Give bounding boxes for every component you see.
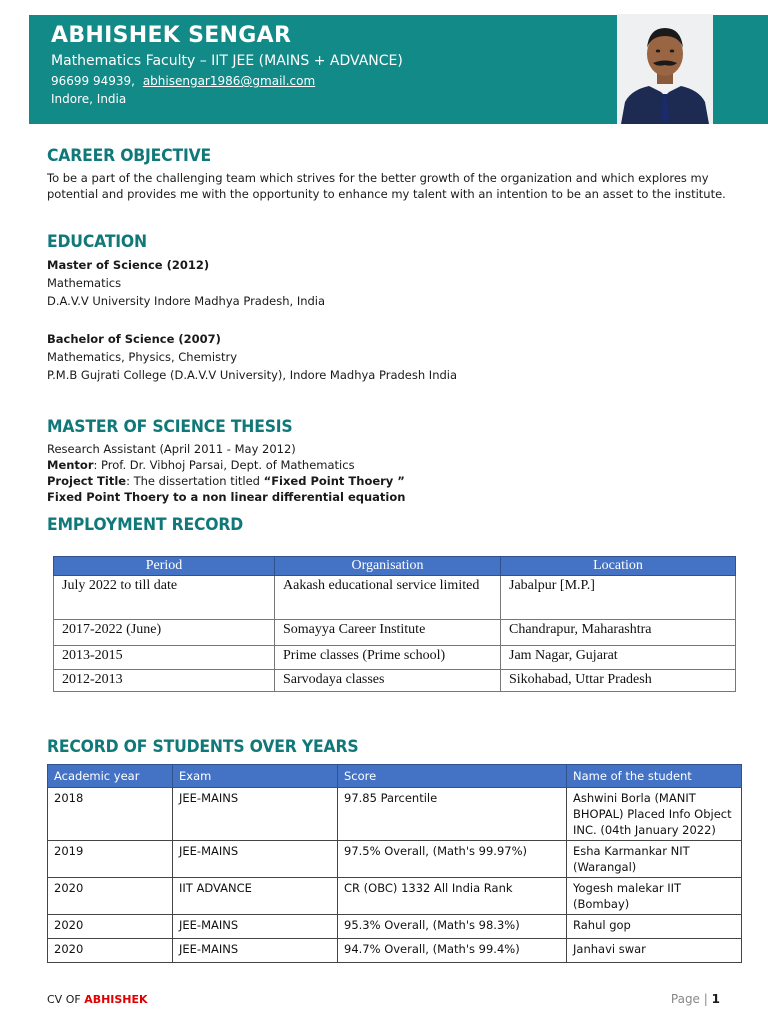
student-cell: Esha Karmankar NIT (Warangal) [567,841,742,878]
score-cell: 97.85 Parcentile [338,788,567,841]
page-label: Page | [670,992,708,1006]
location-cell: Jabalpur [M.P.] [501,576,736,620]
col-exam: Exam [173,765,338,788]
organisation-cell: Somayya Career Institute [275,620,501,646]
thesis-line-4: Fixed Point Thoery to a non linear differential equation [47,490,406,504]
table-row [54,576,736,620]
students-table [47,764,742,963]
table-row [48,788,742,841]
career-objective-heading: CAREER OBJECTIVE [47,146,212,166]
year-cell: 2018 [48,788,173,841]
col-location: Location [501,557,736,576]
year-cell: 2020 [48,878,173,915]
employment-header-row [54,557,736,576]
msc-title: Master of Science (2012) [47,258,210,272]
thesis-heading: MASTER OF SCIENCE THESIS [47,417,293,437]
page-number: 1 [711,992,720,1006]
career-line-2: potential and provides me with the opportunity to enhance my talent with an intention to be an asset to the institute. [47,187,726,201]
col-academic-year: Academic year [48,765,173,788]
year-cell: 2019 [48,841,173,878]
year-cell: 2020 [48,939,173,963]
exam-cell: JEE-MAINS [173,788,338,841]
footer-cv-label [47,993,148,1006]
location-cell: Sikohabad, Uttar Pradesh [501,670,736,692]
table-row [48,939,742,963]
msc-university: D.A.V.V University Indore Madhya Pradesh, India [47,294,326,308]
table-row [54,646,736,670]
period-cell: July 2022 to till date [54,576,275,620]
col-period: Period [54,557,275,576]
email-link[interactable]: abhisengar1986@gmail.com [142,74,316,88]
table-row [48,841,742,878]
organisation-cell: Prime classes (Prime school) [275,646,501,670]
thesis-role: Research Assistant (April 2011 - May 2012) [47,442,296,456]
candidate-name: ABHISHEK SENGAR [51,23,292,48]
education-bsc [47,330,457,384]
exam-cell: JEE-MAINS [173,841,338,878]
thesis-details [47,441,405,505]
mentor-label: Mentor [47,458,94,472]
table-row [54,670,736,692]
students-heading: RECORD OF STUDENTS OVER YEARS [47,737,359,757]
project-value: : The dissertation titled [126,474,264,488]
location-cell: Jam Nagar, Gujarat [501,646,736,670]
organisation-cell: Sarvodaya classes [275,670,501,692]
career-objective-text [47,170,726,202]
period-cell: 2012-2013 [54,670,275,692]
col-score: Score [338,765,567,788]
score-cell: 94.7% Overall, (Math's 99.4%) [338,939,567,963]
table-row [48,915,742,939]
thesis-mentor [47,457,405,473]
period-cell: 2013-2015 [54,646,275,670]
bsc-subject: Mathematics, Physics, Chemistry [47,350,238,364]
student-cell: Yogesh malekar IIT (Bombay) [567,878,742,915]
period-cell: 2017-2022 (June) [54,620,275,646]
footer-name: ABHISHEK [84,993,148,1006]
project-label: Project Title [47,474,127,488]
candidate-title: Mathematics Faculty – IIT JEE (MAINS + ADVANCE) [51,53,403,69]
year-cell: 2020 [48,915,173,939]
thesis-project [47,473,405,489]
career-line-1: To be a part of the challenging team which strives for the better growth of the organization and which explores my [47,171,709,185]
table-row [48,878,742,915]
score-cell: 95.3% Overall, (Math's 98.3%) [338,915,567,939]
students-header-row [48,765,742,788]
student-cell: Ashwini Borla (MANIT BHOPAL) Placed Info Object INC. (04th January 2022) [567,788,742,841]
table-row [54,620,736,646]
employment-table [53,556,736,692]
organisation-cell: Aakash educational service limited [275,576,501,620]
bsc-university: P.M.B Gujrati College (D.A.V.V University), Indore Madhya Pradesh India [47,368,458,382]
person-photo-icon [617,14,713,124]
contact-line [51,74,315,88]
exam-cell: IIT ADVANCE [173,878,338,915]
student-cell: Rahul gop [567,915,742,939]
bsc-title: Bachelor of Science (2007) [47,332,221,346]
education-msc [47,256,325,310]
education-heading: EDUCATION [47,232,147,252]
exam-cell: JEE-MAINS [173,939,338,963]
footer-page-number [671,992,720,1006]
footer-prefix: CV OF [47,993,81,1006]
employment-heading: EMPLOYMENT RECORD [47,515,244,535]
mentor-value: : Prof. Dr. Vibhoj Parsai, Dept. of Mathematics [93,458,355,472]
student-cell: Janhavi swar [567,939,742,963]
score-cell: CR (OBC) 1332 All India Rank [338,878,567,915]
col-organisation: Organisation [275,557,501,576]
project-quote: “Fixed Point Thoery ” [263,474,405,488]
profile-photo [617,14,713,124]
exam-cell: JEE-MAINS [173,915,338,939]
msc-subject: Mathematics [47,276,122,290]
location: Indore, India [51,92,127,106]
location-cell: Chandrapur, Maharashtra [501,620,736,646]
phone-number: 96699 94939, [51,74,135,88]
score-cell: 97.5% Overall, (Math's 99.97%) [338,841,567,878]
col-student-name: Name of the student [567,765,742,788]
